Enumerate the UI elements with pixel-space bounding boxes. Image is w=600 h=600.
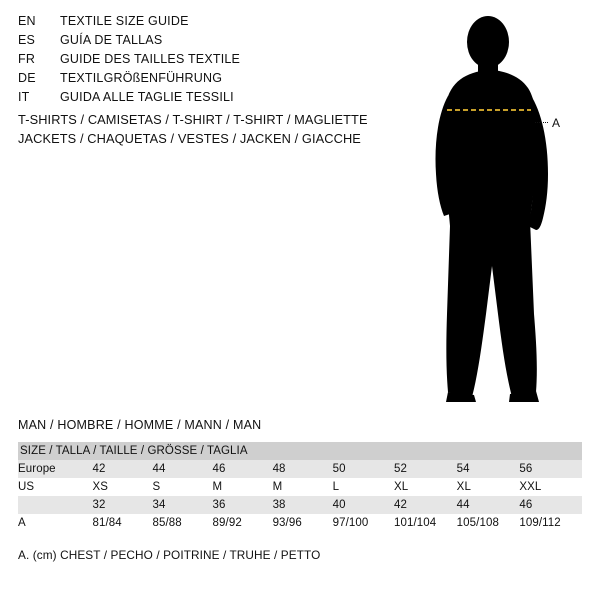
- cell: 81/84: [92, 514, 152, 532]
- cell: 101/104: [394, 514, 457, 532]
- language-title: GUIDA ALLE TAGLIE TESSILI: [60, 90, 234, 104]
- cell: 52: [394, 460, 457, 478]
- language-list: [18, 14, 398, 109]
- cell: 56: [519, 460, 582, 478]
- language-code: EN: [18, 14, 36, 28]
- footnote-chest: A. (cm) CHEST / PECHO / POITRINE / TRUHE / PETTO: [18, 548, 321, 562]
- gender-title: MAN / HOMBRE / HOMME / MANN / MAN: [18, 418, 262, 432]
- cell: M: [273, 478, 333, 496]
- table-row: [18, 478, 582, 496]
- category-tshirts: T-SHIRTS / CAMISETAS / T-SHIRT / T-SHIRT / MAGLIETTE: [18, 112, 368, 127]
- cell: 40: [333, 496, 394, 514]
- table-row: [18, 496, 582, 514]
- cell: 109/112: [519, 514, 582, 532]
- cell: XS: [92, 478, 152, 496]
- row-label: US: [18, 478, 92, 496]
- size-table-wrapper: [18, 442, 582, 532]
- cell: 32: [92, 496, 152, 514]
- language-title: TEXTILGRÖßENFÜHRUNG: [60, 71, 223, 85]
- language-row: [18, 90, 398, 109]
- language-title: GUÍA DE TALLAS: [60, 33, 163, 47]
- cell: 105/108: [457, 514, 520, 532]
- language-title: TEXTILE SIZE GUIDE: [60, 14, 189, 28]
- measure-leader-line: [535, 122, 548, 123]
- cell: M: [213, 478, 273, 496]
- man-silhouette-figure: [400, 14, 600, 404]
- table-header-label: SIZE / TALLA / TAILLE / GRÖSSE / TAGLIA: [18, 442, 582, 460]
- cell: XXL: [519, 478, 582, 496]
- cell: 97/100: [333, 514, 394, 532]
- silhouette-icon: [400, 14, 600, 404]
- language-row: [18, 33, 398, 52]
- cell: 42: [92, 460, 152, 478]
- row-label: Europe: [18, 460, 92, 478]
- size-table: [18, 442, 582, 532]
- cell: 46: [519, 496, 582, 514]
- row-label: [18, 496, 92, 514]
- language-code: IT: [18, 90, 30, 104]
- category-list: [18, 110, 418, 148]
- cell: L: [333, 478, 394, 496]
- language-row: [18, 14, 398, 33]
- cell: 85/88: [153, 514, 213, 532]
- cell: 93/96: [273, 514, 333, 532]
- language-row: [18, 52, 398, 71]
- table-row: [18, 460, 582, 478]
- language-code: FR: [18, 52, 36, 66]
- cell: 50: [333, 460, 394, 478]
- category-jackets: JACKETS / CHAQUETAS / VESTES / JACKEN / GIACCHE: [18, 131, 361, 146]
- cell: 38: [273, 496, 333, 514]
- language-row: [18, 71, 398, 90]
- measure-label-a: A: [552, 116, 561, 130]
- cell: 54: [457, 460, 520, 478]
- table-header-row: [18, 442, 582, 460]
- cell: 36: [213, 496, 273, 514]
- language-code: DE: [18, 71, 36, 85]
- table-row: [18, 514, 582, 532]
- cell: 44: [457, 496, 520, 514]
- language-title: GUIDE DES TAILLES TEXTILE: [60, 52, 241, 66]
- cell: 42: [394, 496, 457, 514]
- language-code: ES: [18, 33, 36, 47]
- cell: 89/92: [213, 514, 273, 532]
- cell: S: [153, 478, 213, 496]
- row-label: A: [18, 514, 92, 532]
- cell: 34: [153, 496, 213, 514]
- cell: 48: [273, 460, 333, 478]
- cell: 44: [153, 460, 213, 478]
- cell: XL: [394, 478, 457, 496]
- cell: 46: [213, 460, 273, 478]
- cell: XL: [457, 478, 520, 496]
